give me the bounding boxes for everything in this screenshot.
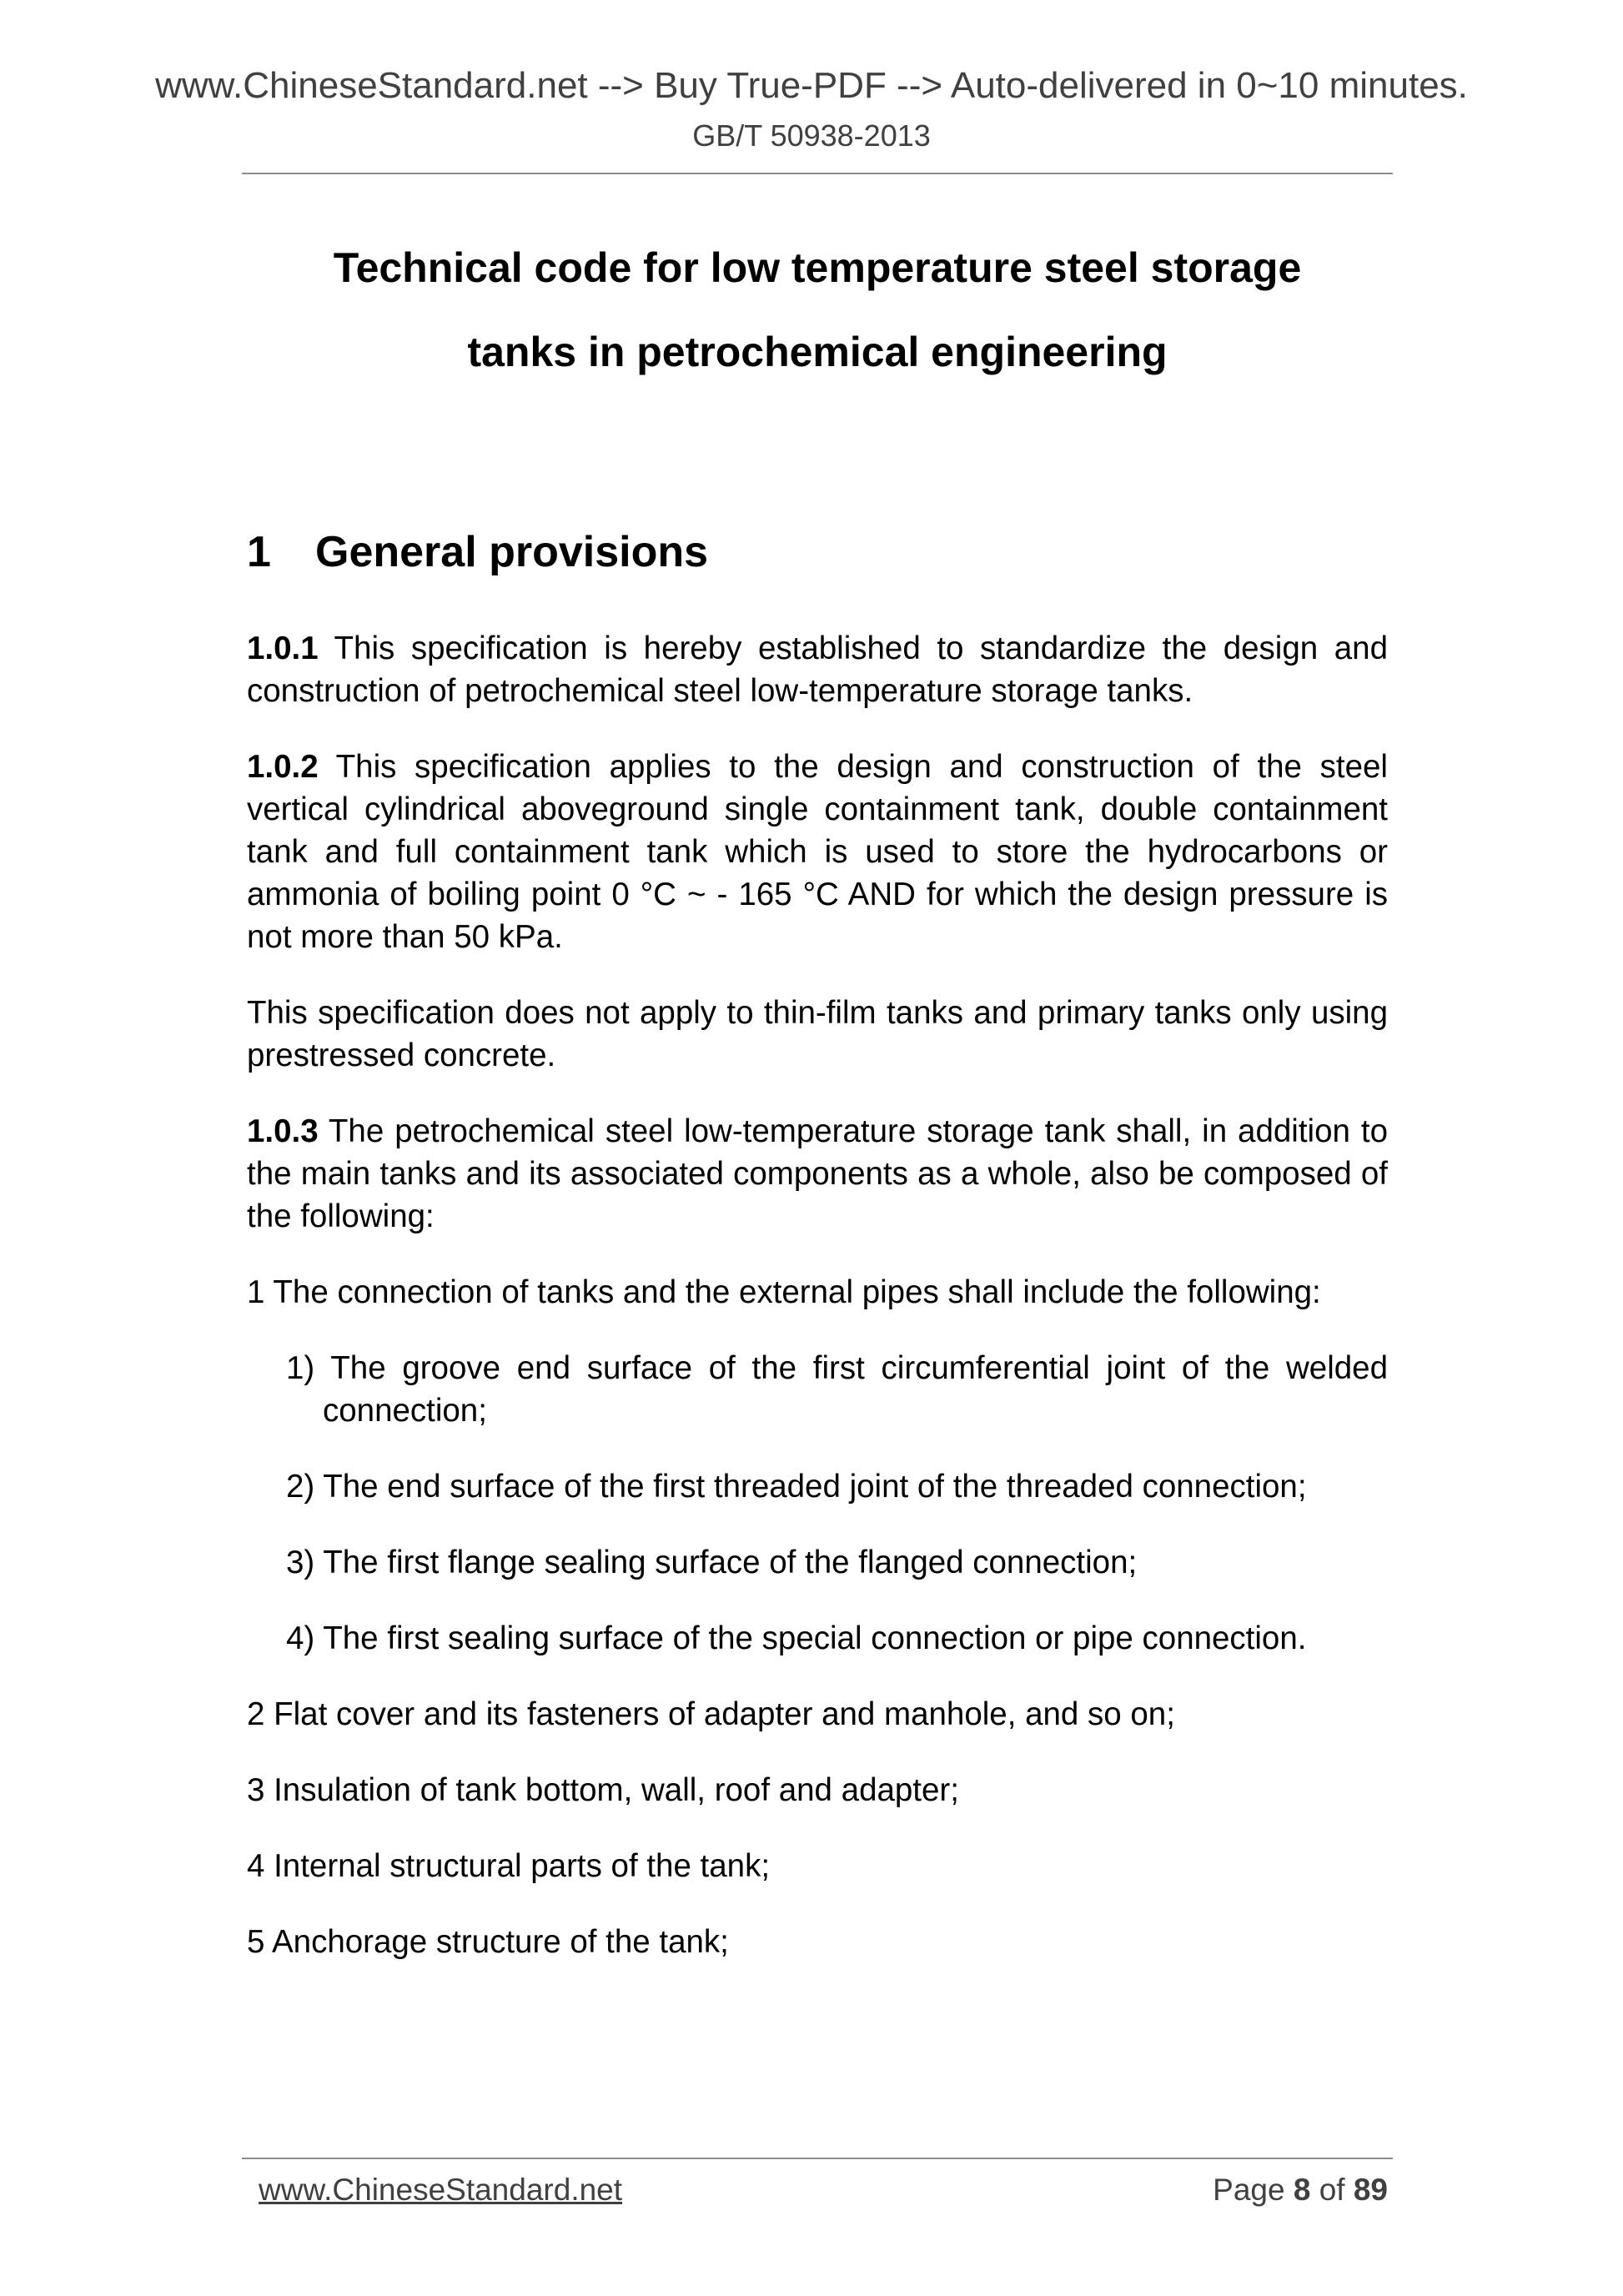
section-heading	[247, 527, 708, 577]
sub-list-item: 4) The first sealing surface of the special connection or pipe connection.	[286, 1620, 1307, 1656]
footer-divider	[242, 2158, 1393, 2159]
header-divider	[242, 173, 1393, 174]
clause-text: The petrochemical steel low-temperature storage tank shall, in addition to the main tanks and its associated components as a whole, also be composed of the following:	[247, 1113, 1388, 1234]
section-number: 1	[247, 528, 271, 576]
document-title-line-2: tanks in petrochemical engineering	[467, 329, 1168, 375]
header-banner: www.ChineseStandard.net --> Buy True-PDF --> Auto-delivered in 0~10 minutes.	[155, 65, 1468, 106]
clause-text: This specification is hereby established to standardize the design and construction of petrochemical steel low-temperature storage tanks.	[247, 631, 1388, 709]
page-total: 89	[1353, 2173, 1388, 2207]
sub-list-item: 2) The end surface of the first threaded joint of the threaded connection;	[286, 1469, 1307, 1505]
list-item: 2 Flat cover and its fasteners of adapter and manhole, and so on;	[247, 1696, 1175, 1732]
list-item: 5 Anchorage structure of the tank;	[247, 1924, 729, 1960]
list-item: 4 Internal structural parts of the tank;	[247, 1848, 771, 1884]
list-item: 3 Insulation of tank bottom, wall, roof and adapter;	[247, 1772, 959, 1808]
sub-list-item: 3) The first flange sealing surface of the flanged connection;	[286, 1545, 1138, 1580]
clause-1-0-3	[247, 1110, 1388, 1238]
clause-1-0-1	[247, 627, 1388, 712]
clause-1-0-2	[247, 746, 1388, 958]
list-item: 1 The connection of tanks and the external pipes shall include the following:	[247, 1274, 1321, 1310]
clause-number: 1.0.3	[247, 1113, 319, 1149]
document-title-line-1: Technical code for low temperature steel storage	[333, 244, 1302, 291]
clause-number: 1.0.1	[247, 631, 319, 666]
clause-text: This specification applies to the design and construction of the steel vertical cylindrical aboveground single containment tank, double containment tank and full containment tank which is used to store the hydrocarbons or ammonia of boiling point 0 °C ~ - 165 °C AND for which the design pressure is not more than 50 kPa.	[247, 749, 1388, 955]
standard-code: GB/T 50938-2013	[692, 118, 931, 153]
clause-1-0-2-note: This specification does not apply to thin-film tanks and primary tanks only using prestressed concrete.	[247, 995, 1388, 1073]
sub-list-item: 1) The groove end surface of the first circumferential joint of the welded connection;	[286, 1350, 1388, 1429]
section-title: General provisions	[315, 528, 709, 576]
footer-website-link[interactable]: www.ChineseStandard.net	[259, 2173, 623, 2207]
page-current: 8	[1293, 2173, 1311, 2207]
page-of: of	[1310, 2173, 1354, 2207]
document-body	[247, 627, 1388, 1997]
page-prefix: Page	[1213, 2173, 1294, 2207]
clause-number: 1.0.2	[247, 749, 319, 785]
page-number	[1213, 2173, 1388, 2208]
